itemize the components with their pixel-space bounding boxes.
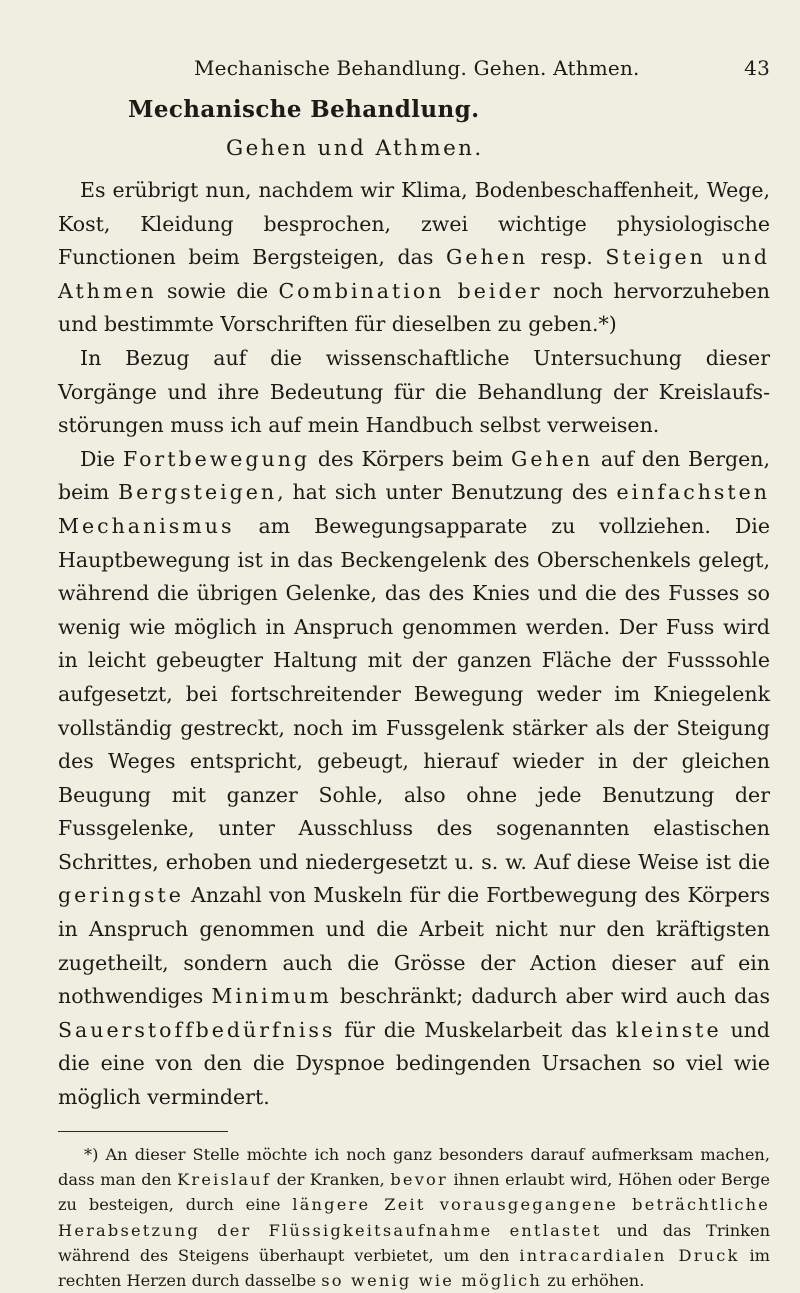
text-span: des Körpers beim: [310, 446, 511, 471]
text-span: resp.: [528, 245, 606, 270]
text-span: und die eine von den die Dyspnoe bedingenden Ursachen so viel wie möglich vermindert.: [58, 1017, 771, 1110]
text-span: auf den Bergen, beim: [58, 446, 771, 505]
text-span: noch hervorzuheben und bestimmte Vorschriften für dieselben zu geben.*): [58, 278, 770, 337]
emphasis-span: so wenig wie möglich: [321, 1271, 543, 1291]
page-number: 43: [744, 56, 770, 80]
text-span: *) An dieser Stelle möchte ich noch ganz besonders darauf aufmerksam machen, dass man den: [58, 1144, 770, 1189]
paragraph-reference: In Bezug auf die wissenschaftliche Untersuchung dieser Vorgänge und ihre Bedeutung für die Behandlung der Kreislaufs-störungen muss ich auf mein Handbuch selbst verweisen.: [58, 345, 770, 438]
emphasis-span: Gehen: [510, 446, 594, 471]
text-span: und das Trinken während des Steigens überhaupt verbietet, um den: [58, 1220, 770, 1265]
text-span: am Bewegungsapparate zu vollziehen. Die Hauptbewegung ist in das Beckengelenk des Oberschenkels gelegt, während die übrigen Gelenke, das des Knies und die des Fusses so wenig wie möglich in Anspruch genommen werden. Der Fuss wird in leicht gebeugter Haltung mit der ganzen Fläche der Fusssohle aufgesetzt, bei fortschreitender Bewegung weder im Kniegelenk vollständig gestreckt, noch im Fussgelenk stärker als der Steigung des Weges entspricht, gebeugt, hierauf wieder in der gleichen Beugung mit ganzer Sohle, also ohne jede Benutzung der Fussgelenke, unter Ausschluss des sogenannten elastischen Schrittes, erhoben und niedergesetzt u. s. w. Auf diese Weise ist die: [58, 513, 770, 874]
footnote: [58, 1142, 770, 1293]
emphasis-span: kleinste: [615, 1017, 722, 1042]
paragraph-intro: [58, 174, 770, 342]
emphasis-span: Bergsteigen: [118, 480, 278, 505]
running-head: [58, 56, 770, 90]
emphasis-span: intracardialen Druck: [519, 1245, 740, 1265]
text-span: Es erübrigt nun, nachdem wir Klima, Bodenbeschaffenheit, Wege, Kost, Kleidung besprochen, zwei wichtige physiologische Functionen beim Bergsteigen, das: [58, 178, 770, 270]
emphasis-span: Fortbewegung: [122, 446, 311, 471]
body-text: [58, 174, 770, 1115]
book-page: [58, 56, 770, 1293]
text-span: beschränkt; dadurch aber wird auch das: [331, 984, 771, 1009]
section-title: Mechanische Behandlung.: [128, 96, 480, 123]
text-span: zu erhöhen.: [542, 1271, 645, 1291]
text-span: Anzahl von Muskeln für die Fortbewegung des Körpers in Anspruch genommen und die Arbeit nicht nur den kräftigsten zugetheilt, sondern auch die Grösse der Action dieser auf ein nothwendiges: [58, 883, 770, 1009]
emphasis-span: Sauerstoffbedürfniss: [58, 1017, 336, 1042]
emphasis-span: bevor: [390, 1169, 448, 1189]
text-span: , hat sich unter Benutzung des: [277, 480, 617, 505]
emphasis-span: einfachsten Mechanismus: [58, 480, 770, 538]
emphasis-span: geringste: [58, 883, 184, 908]
text-span: der Kranken,: [271, 1169, 391, 1189]
text-span: im rechten Herzen durch dasselbe: [58, 1245, 770, 1291]
text-span: sowie die: [156, 278, 279, 303]
emphasis-span: längere Zeit vorausgegangene beträchtliche Herabsetzung der Flüssigkeitsaufnahme entlastet: [58, 1195, 770, 1240]
paragraph-fortbewegung: [58, 443, 770, 1115]
emphasis-span: Gehen: [445, 245, 529, 270]
text-span: ihnen erlaubt wird, Höhen oder Berge zu besteigen, durch eine: [58, 1169, 770, 1215]
emphasis-span: Combination beider: [278, 278, 543, 303]
section-subtitle: Gehen und Athmen.: [226, 136, 484, 161]
running-title: Mechanische Behandlung. Gehen. Athmen.: [194, 56, 640, 80]
emphasis-span: Kreislauf: [177, 1169, 272, 1189]
footnote-divider: [58, 1131, 228, 1132]
emphasis-span: Minimum: [211, 984, 332, 1009]
text-span: Die: [80, 446, 123, 471]
text-span: für die Muskelarbeit das: [335, 1017, 616, 1042]
emphasis-span: Steigen und Athmen: [58, 245, 770, 303]
footnote-text: [58, 1142, 770, 1293]
